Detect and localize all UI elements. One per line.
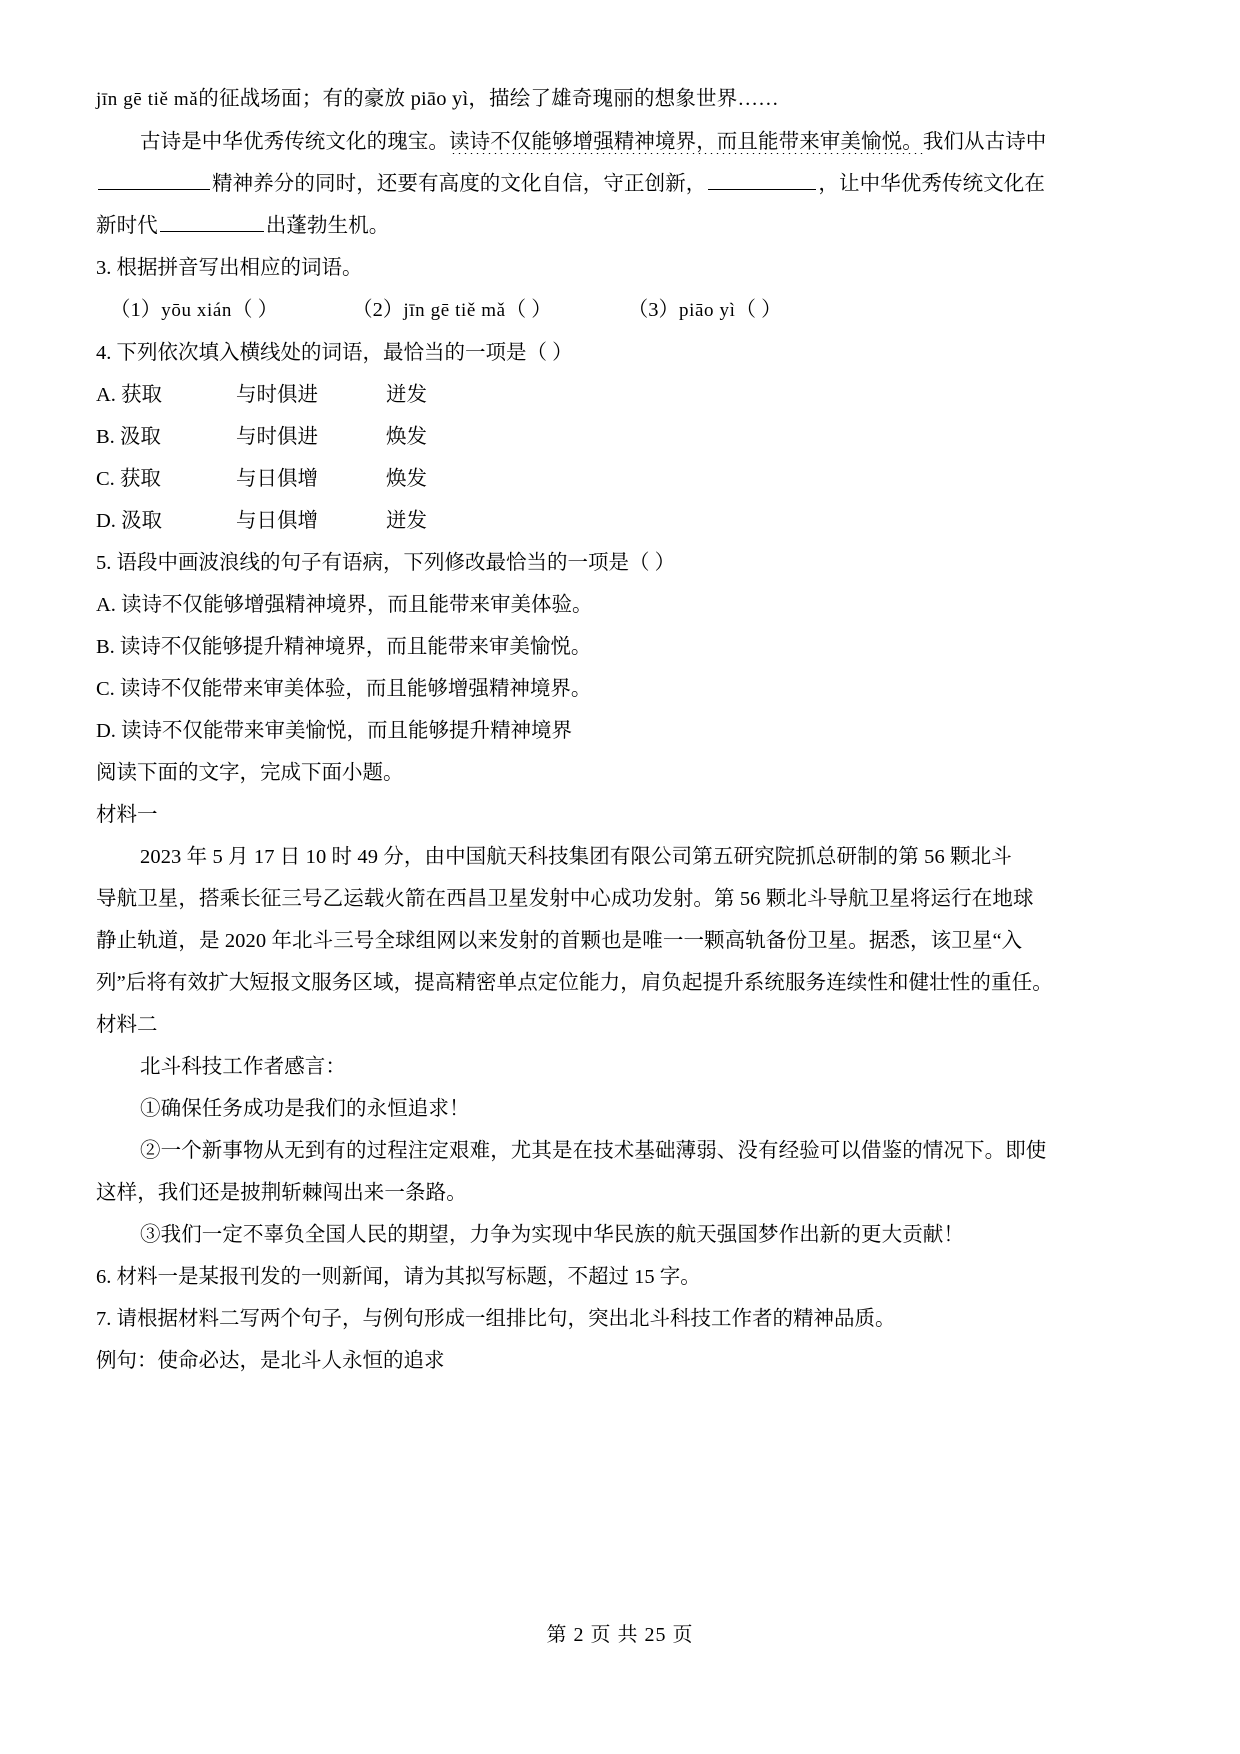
- material-one-label: 材料一: [96, 804, 158, 826]
- q3-item-2-num: （2）: [352, 299, 404, 321]
- q3-item-1-num: （1）: [110, 299, 162, 321]
- continuation-text: 的征战场面；有的豪放 piāo yì，描绘了雄奇瑰丽的想象世界……: [198, 88, 779, 110]
- material-one-line-4: 列”后将有效扩大短报文服务区域，提高精密单点定位能力，肩负起提升系统服务连续性和健壮性的重任。: [96, 972, 1053, 994]
- question-3-stem: 3. 根据拼音写出相应的词语。: [96, 257, 363, 279]
- q3-item-3-answer[interactable]: （ ）: [735, 299, 782, 321]
- q4-option-b-label: B. 汲取: [96, 426, 161, 448]
- q4-option-d-col3: 迸发: [386, 510, 427, 532]
- material-one-line-1: 2023 年 5 月 17 日 10 时 49 分，由中国航天科技集团有限公司第五研究院抓总研制的第 56 颗北斗: [140, 846, 1012, 868]
- cloze-line-2: [96, 163, 1044, 205]
- material-two-heading: 北斗科技工作者感言：: [140, 1056, 346, 1078]
- question-3-items: [96, 289, 1044, 332]
- cloze-seg-d: ，让中华优秀传统文化在: [818, 173, 1046, 195]
- pinyin-jin-ge-tie-ma: jīn gē tiě mǎ: [96, 89, 199, 110]
- question-5-option-b[interactable]: B. 读诗不仅能够提升精神境界，而且能带来审美愉悦。: [96, 636, 592, 658]
- continuation-line: [96, 78, 1044, 121]
- q4-option-a-label: A. 获取: [96, 384, 163, 406]
- cloze-squiggle-sentence: 读诗不仅能够增强精神境界，而且能带来审美愉悦。: [449, 131, 923, 153]
- cloze-seg-e: 新时代: [96, 215, 158, 237]
- question-4-option-a[interactable]: [96, 374, 1044, 416]
- cloze-line-1: [96, 121, 1047, 163]
- material-one-body: [96, 836, 1053, 1004]
- q3-item-2: [352, 289, 552, 332]
- cloze-seg-f: 出蓬勃生机。: [265, 215, 390, 237]
- cloze-seg-c: 精神养分的同时，还要有高度的文化自信，守正创新，: [212, 173, 707, 195]
- q3-item-3-num: （3）: [627, 299, 680, 321]
- q4-option-c-col3: 焕发: [386, 468, 427, 490]
- question-5-stem: 5. 语段中画波浪线的句子有语病，下列修改最恰当的一项是（ ）: [96, 552, 676, 574]
- q3-item-3: [628, 289, 782, 332]
- q3-item-1-pinyin: yōu xián: [161, 300, 233, 321]
- cloze-paragraph: [96, 121, 1047, 247]
- question-4-option-d[interactable]: [96, 500, 1044, 542]
- question-4-option-c[interactable]: [96, 458, 1044, 500]
- blank-3[interactable]: [160, 212, 264, 232]
- q3-item-2-answer[interactable]: （ ）: [505, 299, 552, 321]
- material-two-item-2-line-2: 这样，我们还是披荆斩棘闯出来一条路。: [96, 1182, 467, 1204]
- question-4-option-b[interactable]: [96, 416, 1044, 458]
- q4-option-b-col2: 与时俱进: [236, 426, 318, 448]
- question-5-option-a[interactable]: A. 读诗不仅能够增强精神境界，而且能带来审美体验。: [96, 594, 593, 616]
- question-4-stem: 4. 下列依次填入横线处的词语，最恰当的一项是（ ）: [96, 342, 573, 364]
- cloze-line-3: [96, 205, 1044, 247]
- cloze-seg-b: 我们从古诗中: [922, 131, 1047, 153]
- question-5-option-c[interactable]: C. 读诗不仅能带来审美体验，而且能够增强精神境界。: [96, 678, 592, 700]
- material-one-line-3: 静止轨道，是 2020 年北斗三号全球组网以来发射的首颗也是唯一一颗高轨备份卫星。据悉，该卫星“入: [96, 930, 1023, 952]
- q4-option-d-col2: 与日俱增: [236, 510, 318, 532]
- question-7-stem: 7. 请根据材料二写两个句子，与例句形成一组排比句，突出北斗科技工作者的精神品质。: [96, 1308, 896, 1330]
- page-footer: [0, 1618, 1240, 1647]
- q4-option-b-col3: 焕发: [386, 426, 427, 448]
- q4-option-c-col2: 与日俱增: [236, 468, 318, 490]
- q4-option-d-label: D. 汲取: [96, 510, 163, 532]
- reading-instruction: 阅读下面的文字，完成下面小题。: [96, 762, 404, 784]
- cloze-seg-a: 古诗是中华优秀传统文化的瑰宝。: [140, 131, 449, 153]
- material-one-line-2: 导航卫星，搭乘长征三号乙运载火箭在西昌卫星发射中心成功发射。第 56 颗北斗导航卫星将运行在地球: [96, 888, 1034, 910]
- question-5-option-d[interactable]: D. 读诗不仅能带来审美愉悦，而且能够提升精神境界: [96, 720, 573, 742]
- q3-item-2-pinyin: jīn gē tiě mǎ: [403, 300, 506, 321]
- question-7-example: 例句：使命必达，是北斗人永恒的追求: [96, 1350, 445, 1372]
- blank-2[interactable]: [708, 170, 816, 190]
- material-two-item-3: ③我们一定不辜负全国人民的期望，力争为实现中华民族的航天强国梦作出新的更大贡献！: [140, 1224, 964, 1246]
- material-two-item-1: ①确保任务成功是我们的永恒追求！: [140, 1098, 470, 1120]
- material-two-item-2-line-1: ②一个新事物从无到有的过程注定艰难，尤其是在技术基础薄弱、没有经验可以借鉴的情况下。即使: [140, 1140, 1047, 1162]
- page-number-label: 第 2 页 共 25 页: [546, 1624, 694, 1646]
- q3-item-3-pinyin: piāo yì: [679, 300, 736, 321]
- material-two-body: [96, 1046, 1047, 1256]
- q4-option-a-col2: 与时俱进: [236, 384, 318, 406]
- q4-option-c-label: C. 获取: [96, 468, 161, 490]
- question-6-stem: 6. 材料一是某报刊发的一则新闻，请为其拟写标题，不超过 15 字。: [96, 1266, 701, 1288]
- material-two-label: 材料二: [96, 1014, 158, 1036]
- q3-item-1-answer[interactable]: （ ）: [232, 299, 279, 321]
- document-body: [96, 78, 1053, 1382]
- q4-option-a-col3: 迸发: [386, 384, 427, 406]
- blank-1[interactable]: [98, 170, 210, 190]
- q3-item-1: [110, 289, 278, 332]
